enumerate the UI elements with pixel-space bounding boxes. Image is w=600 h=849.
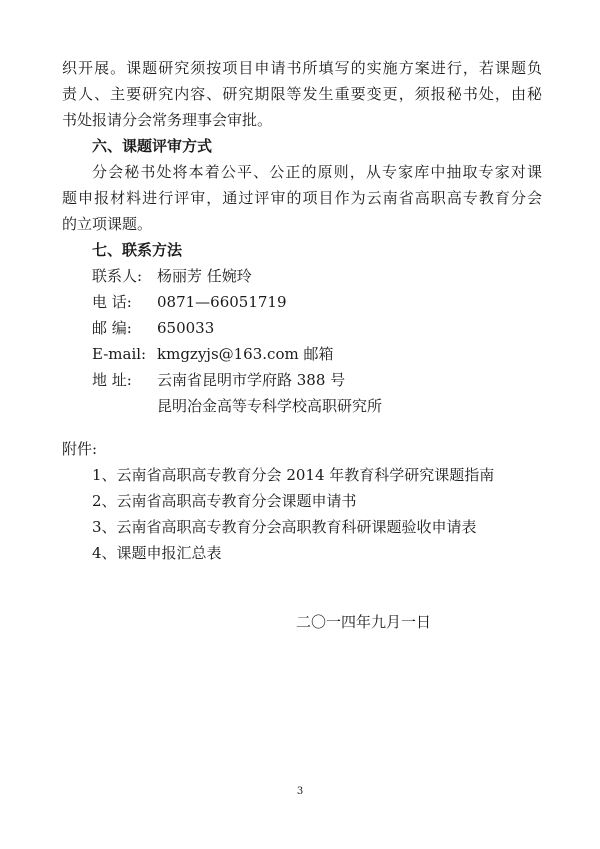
section-heading-review: 六、课题评审方式 [92,137,213,155]
paragraph-line: 的立项课题。 [62,215,153,233]
paragraph-line: 书处报请分会常务理事会审批。 [62,111,273,129]
contact-label: 电 话: [92,293,132,311]
section-heading-contact: 七、联系方法 [92,241,183,259]
paragraph-line: 题申报材料进行评审，通过评审的项目作为云南省高职高专教育分会 [62,189,542,207]
document-date: 二〇一四年九月一日 [296,613,432,631]
contact-value: 杨丽芳 任婉玲 [157,267,252,285]
contact-value: 0871—66051719 [157,293,287,311]
contact-label: E-mail: [92,345,147,363]
contact-value: 云南省昆明市学府路 388 号 [157,371,346,389]
attachment-item: 2、云南省高职高专教育分会课题申请书 [92,492,357,510]
paragraph-line: 分会秘书处将本着公平、公正的原则，从专家库中抽取专家对课 [92,163,542,181]
attachments-title: 附件: [62,440,98,458]
paragraph-line: 织开展。课题研究须按项目申请书所填写的实施方案进行，若课题负 [62,59,542,77]
paragraph-line: 责人、主要研究内容、研究期限等发生重要变更，须报秘书处，由秘 [62,85,542,103]
contact-value: 650033 [157,319,215,337]
attachment-item: 3、云南省高职高专教育分会高职教育科研课题验收申请表 [92,518,477,536]
contact-label: 邮 编: [92,319,132,337]
attachment-item: 1、云南省高职高专教育分会 2014 年教育科学研究课题指南 [92,466,495,484]
page-number: 3 [296,786,304,797]
contact-label: 地 址: [92,371,132,389]
contact-label: 联系人: [92,267,143,285]
contact-value: kmgzyjs@163.com 邮箱 [157,345,334,363]
address-line-2: 昆明冶金高等专科学校高职研究所 [157,397,383,415]
attachment-item: 4、课题申报汇总表 [92,544,222,562]
